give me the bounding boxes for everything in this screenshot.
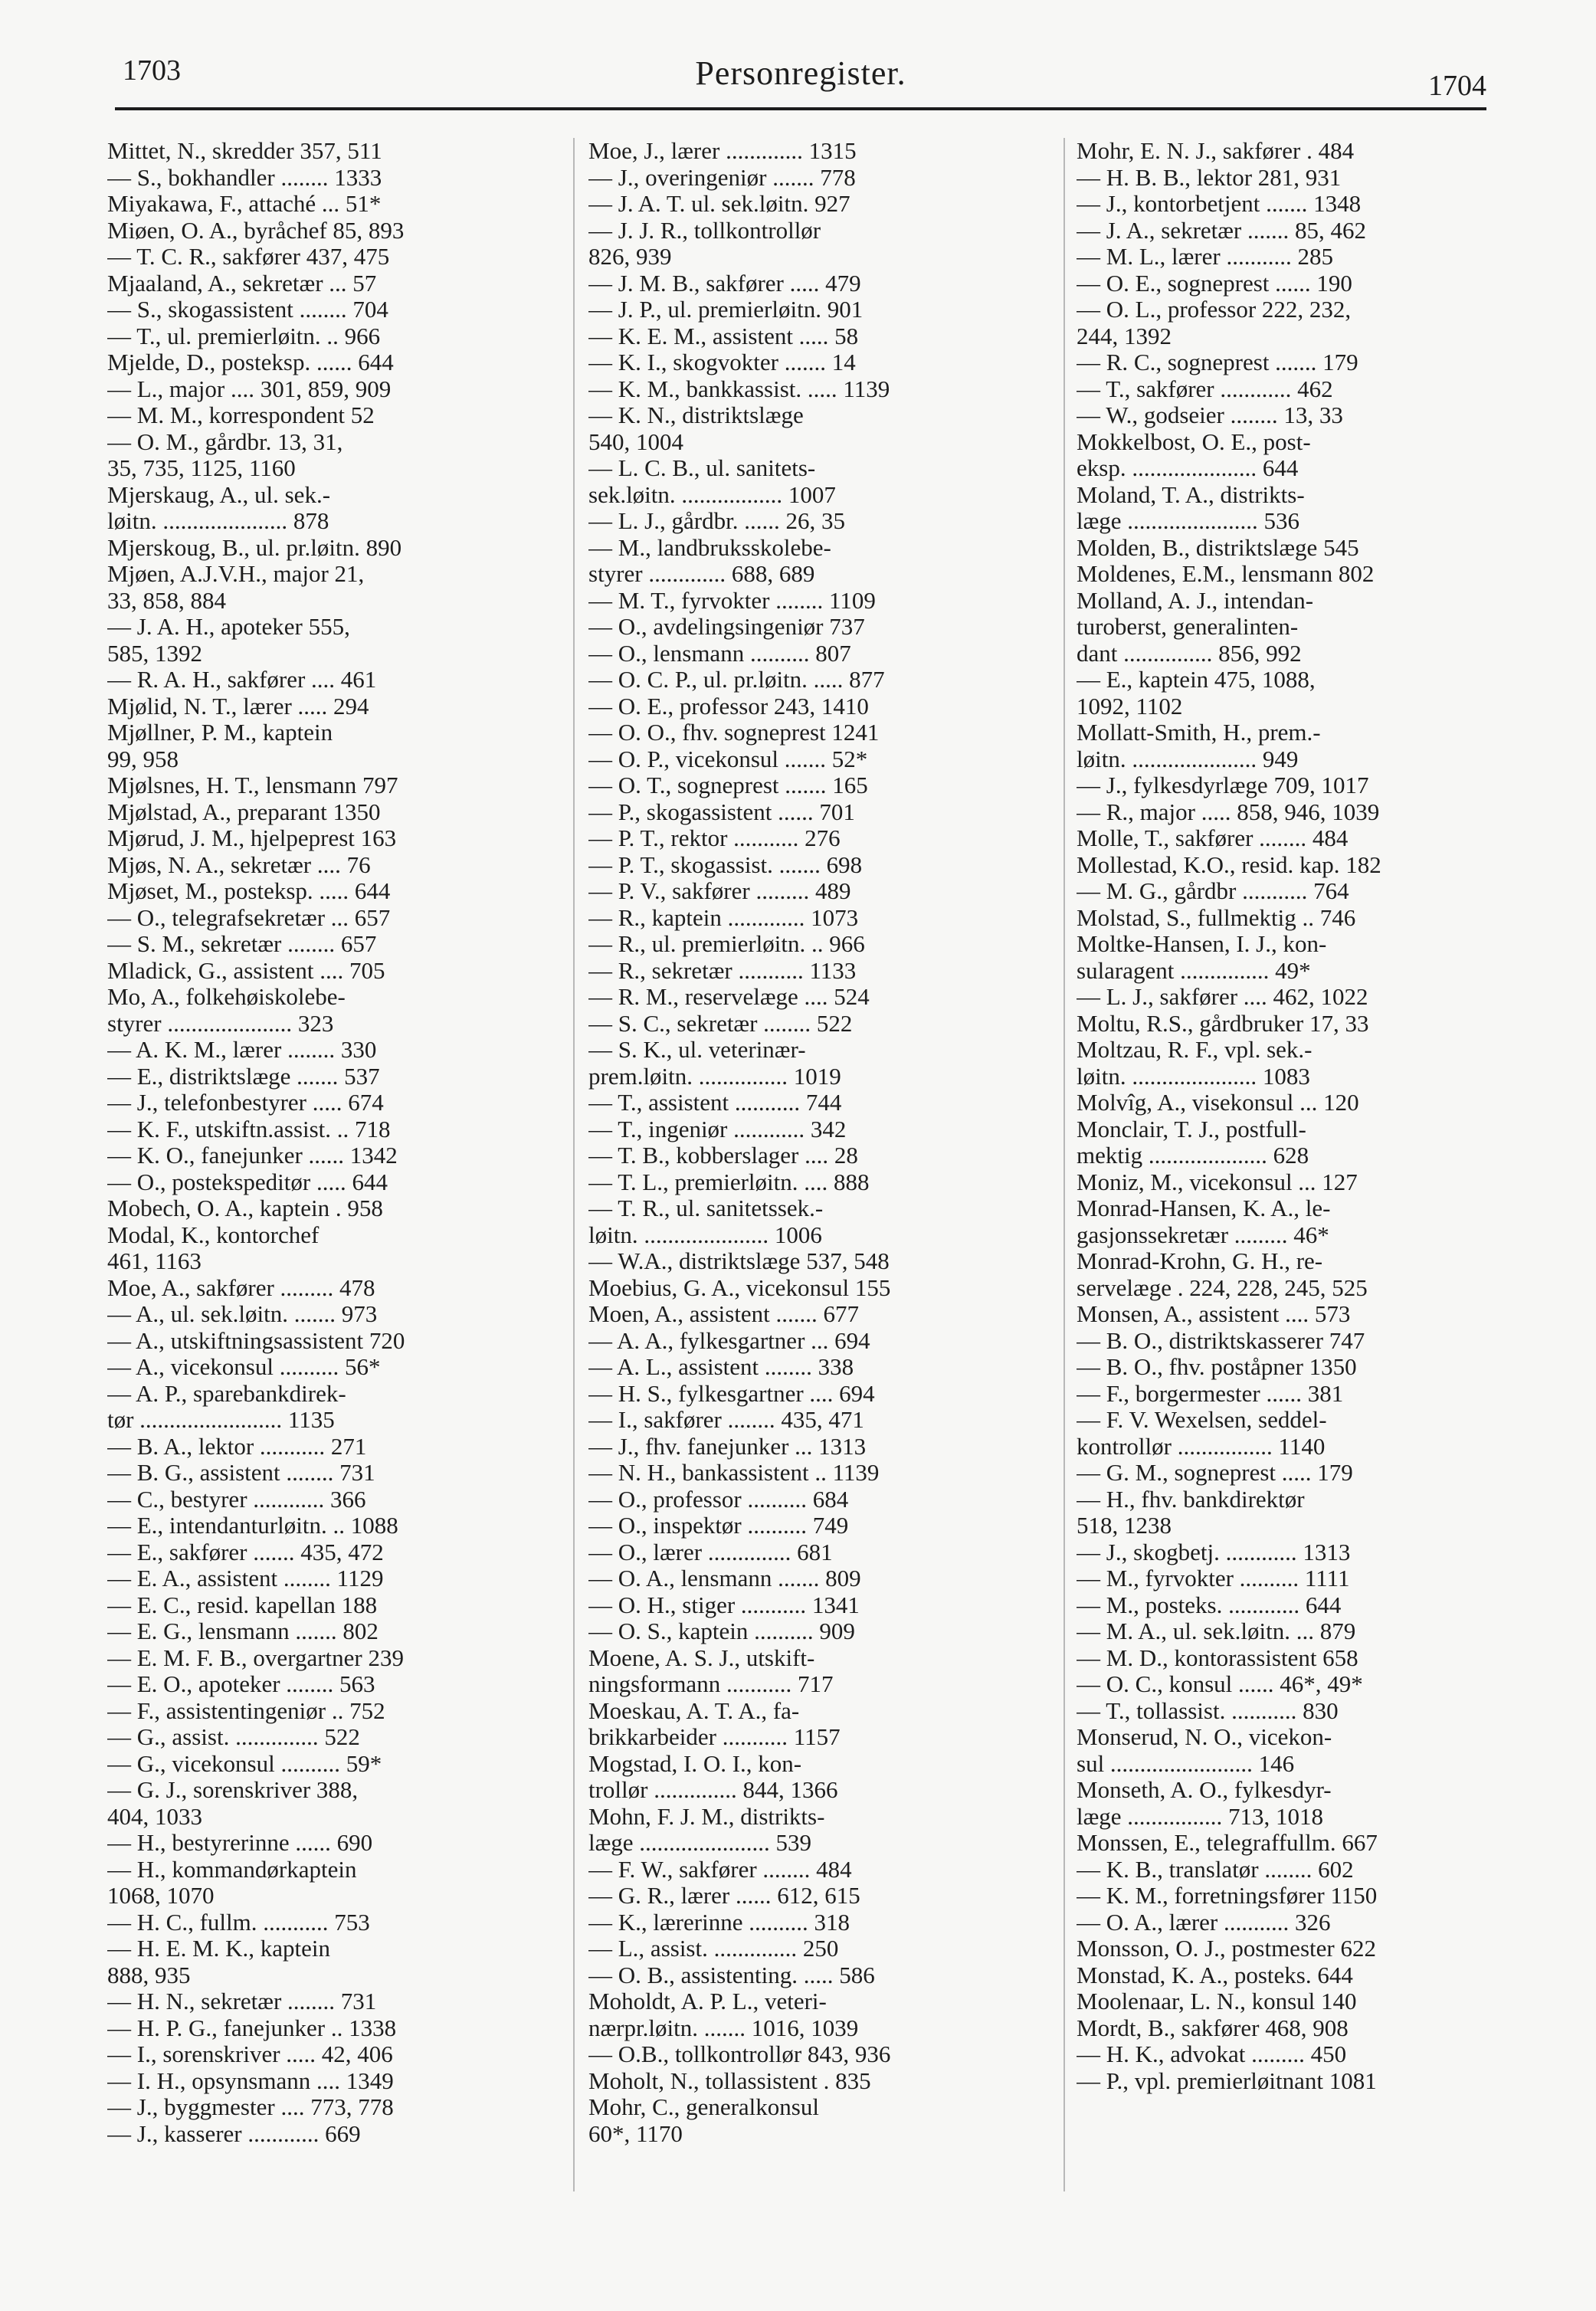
register-entry: — T., ingeniør ............ 342 [588, 1116, 847, 1142]
register-entry: Moltke-Hansen, I. J., kon- [1077, 931, 1327, 957]
register-entry: — C., bestyrer ............ 366 [107, 1486, 366, 1513]
register-entry: 1068, 1070 [107, 1883, 215, 1909]
register-entry: — R. A. H., sakfører .... 461 [107, 667, 377, 693]
register-entry: — O. M., gårdbr. 13, 31, [107, 428, 343, 455]
register-entry: — O., professor .......... 684 [588, 1486, 849, 1513]
register-entry: 461, 1163 [107, 1248, 202, 1274]
register-entry: — L. J., gårdbr. ...... 26, 35 [588, 508, 845, 534]
register-entry: Moolenaar, L. N., konsul 140 [1077, 1988, 1357, 2014]
register-entry: — T. B., kobberslager .... 28 [588, 1142, 858, 1169]
register-entry: — J., overingeniør ....... 778 [588, 164, 856, 191]
register-entry: — A., vicekonsul .......... 56* [107, 1354, 381, 1380]
register-entry: — M. L., lærer ........... 285 [1077, 244, 1333, 270]
register-entry: — J., kontorbetjent ....... 1348 [1077, 191, 1362, 217]
register-entry: — B. G., assistent ........ 731 [107, 1460, 375, 1486]
register-entry: sul ........................ 146 [1077, 1750, 1295, 1777]
register-entry: — R., kaptein ............. 1073 [588, 904, 859, 931]
register-entry: — R., ul. premierløitn. .. 966 [588, 931, 865, 957]
register-entry: Monsson, O. J., postmester 622 [1077, 1936, 1376, 1962]
register-entry: — H. N., sekretær ........ 731 [107, 1988, 377, 2014]
register-entry: — J. A. H., apoteker 555, [107, 614, 350, 640]
register-entry: Mjølid, N. T., lærer ..... 294 [107, 693, 369, 720]
register-entry: Mjaaland, A., sekretær ... 57 [107, 270, 377, 297]
register-entry: kontrollør ................ 1140 [1077, 1433, 1326, 1460]
register-entry: — F. V. Wexelsen, seddel- [1077, 1407, 1327, 1433]
register-entry: — H. E. M. K., kaptein [107, 1936, 331, 1962]
register-entry: — W., godseier ........ 13, 33 [1077, 402, 1343, 428]
register-entry: Mjølsnes, H. T., lensmann 797 [107, 772, 398, 798]
register-entry: Mogstad, I. O. I., kon- [588, 1750, 802, 1777]
register-entry: — A. A., fylkesgartner ... 694 [588, 1327, 870, 1354]
register-entry: — S., bokhandler ........ 1333 [107, 164, 382, 191]
register-entry: Mjøs, N. A., sekretær .... 76 [107, 851, 371, 878]
register-entry: — O. A., lensmann ....... 809 [588, 1565, 861, 1591]
register-entry: — O., telegrafsekretær ... 657 [107, 904, 391, 931]
register-entry: Moen, A., assistent ....... 677 [588, 1301, 860, 1327]
register-entry: sularagent ............... 49* [1077, 957, 1311, 984]
register-entry: — H., kommandørkaptein [107, 1856, 357, 1883]
register-entry: — A., ul. sek.løitn. ....... 973 [107, 1301, 378, 1327]
register-entry: 244, 1392 [1077, 323, 1172, 349]
register-entry: — F., assistentingeniør .. 752 [107, 1697, 385, 1724]
register-entry: — T., tollassist. ........... 830 [1077, 1697, 1339, 1724]
register-entry: — M. T., fyrvokter ........ 1109 [588, 587, 876, 614]
register-entry: sek.løitn. ................. 1007 [588, 481, 836, 508]
register-entry: — R., major ..... 858, 946, 1039 [1077, 798, 1380, 825]
register-entry: — S. C., sekretær ........ 522 [588, 1010, 853, 1037]
register-entry: — O. T., sogneprest ....... 165 [588, 772, 868, 798]
register-column-1 [107, 138, 552, 2222]
register-entry: Mohr, E. N. J., sakfører . 484 [1077, 138, 1355, 164]
register-entry: Moltu, R.S., gårdbruker 17, 33 [1077, 1010, 1369, 1037]
register-entry: 826, 939 [588, 244, 672, 270]
register-entry: Moniz, M., vicekonsul ... 127 [1077, 1169, 1358, 1195]
register-entry: — A. L., assistent ........ 338 [588, 1354, 854, 1380]
register-entry: Mollestad, K.O., resid. kap. 182 [1077, 851, 1381, 878]
register-entry: — I., sorenskriver ..... 42, 406 [107, 2041, 393, 2067]
register-entry: — T., assistent ........... 744 [588, 1090, 842, 1116]
register-entry: Mjøen, A.J.V.H., major 21, [107, 561, 365, 587]
register-entry: mektig .................... 628 [1077, 1142, 1309, 1169]
page-number-right: 1704 [1428, 70, 1486, 102]
register-entry: — O. B., assistenting. ..... 586 [588, 1962, 875, 1988]
register-entry: — B. O., fhv. poståpner 1350 [1077, 1354, 1357, 1380]
register-entry: — O. A., lærer ........... 326 [1077, 1909, 1331, 1936]
register-entry: — B. A., lektor ........... 271 [107, 1433, 367, 1460]
register-entry: — P. T., rektor ........... 276 [588, 825, 841, 851]
register-entry: 1092, 1102 [1077, 693, 1183, 720]
register-entry: — J. M. B., sakfører ..... 479 [588, 270, 861, 297]
register-entry: Molstad, S., fullmektig .. 746 [1077, 904, 1356, 931]
register-entry: tør ........................ 1135 [107, 1407, 335, 1433]
register-entry: — J. J. R., tollkontrollør [588, 217, 821, 244]
register-entry: — E. G., lensmann ....... 802 [107, 1618, 379, 1644]
register-entry: Monclair, T. J., postfull- [1077, 1116, 1306, 1142]
register-entry: — H. C., fullm. ........... 753 [107, 1909, 370, 1936]
register-entry: gasjonssekretær ......... 46* [1077, 1221, 1329, 1248]
register-entry: — E. O., apoteker ........ 563 [107, 1671, 375, 1697]
register-entry: — P., vpl. premierløitnant 1081 [1077, 2067, 1377, 2094]
page-header [115, 46, 1486, 115]
register-entry: — A., utskiftningsassistent 720 [107, 1327, 405, 1354]
register-entry: — R. C., sogneprest ....... 179 [1077, 349, 1358, 375]
register-entry: — O. H., stiger ........... 1341 [588, 1591, 860, 1618]
register-entry: — M. G., gårdbr ........... 764 [1077, 878, 1349, 904]
register-entry: 404, 1033 [107, 1803, 202, 1830]
register-entry: — L. J., sakfører .... 462, 1022 [1077, 984, 1368, 1010]
register-entry: Mjerskaug, A., ul. sek.- [107, 481, 331, 508]
register-entry: — K. N., distriktslæge [588, 402, 804, 428]
register-entry: — S., skogassistent ........ 704 [107, 297, 388, 323]
register-entry: — B. O., distriktskasserer 747 [1077, 1327, 1365, 1354]
register-entry: Moe, A., sakfører ......... 478 [107, 1274, 375, 1301]
register-entry: dant ............... 856, 992 [1077, 640, 1302, 667]
register-entry: Monseth, A. O., fylkesdyr- [1077, 1777, 1332, 1803]
register-entry: Mladick, G., assistent .... 705 [107, 957, 385, 984]
register-entry: — E., kaptein 475, 1088, [1077, 667, 1316, 693]
register-entry: — R., sekretær ........... 1133 [588, 957, 857, 984]
register-entry: Molden, B., distriktslæge 545 [1077, 534, 1359, 561]
register-entry: Mittet, N., skredder 357, 511 [107, 138, 382, 164]
register-entry: — E. M. F. B., overgartner 239 [107, 1644, 404, 1671]
register-entry: Molland, A. J., intendan- [1077, 587, 1314, 614]
register-entry: læge ...................... 536 [1077, 508, 1300, 534]
register-entry: — O. O., fhv. sogneprest 1241 [588, 720, 880, 746]
register-entry: 35, 735, 1125, 1160 [107, 455, 296, 481]
register-entry: — O. E., sogneprest ...... 190 [1077, 270, 1352, 297]
register-entry: Mjøllner, P. M., kaptein [107, 720, 333, 746]
register-entry: — G., vicekonsul .......... 59* [107, 1750, 382, 1777]
register-entry: — J., fylkesdyrlæge 709, 1017 [1077, 772, 1369, 798]
register-entry: — E. A., assistent ........ 1129 [107, 1565, 384, 1591]
register-entry: Monstad, K. A., posteks. 644 [1077, 1962, 1353, 1988]
register-entry: — G. R., lærer ...... 612, 615 [588, 1883, 860, 1909]
register-entry: Molvîg, A., visekonsul ... 120 [1077, 1090, 1359, 1116]
register-entry: — O.B., tollkontrollør 843, 936 [588, 2041, 891, 2067]
register-entry: — M. A., ul. sek.løitn. ... 879 [1077, 1618, 1356, 1644]
register-entry: — O. E., professor 243, 1410 [588, 693, 869, 720]
register-entry: 540, 1004 [588, 428, 683, 455]
register-entry: Mohn, F. J. M., distrikts- [588, 1803, 825, 1830]
register-entry: — H., bestyrerinne ...... 690 [107, 1830, 373, 1856]
register-entry: — O., lærer .............. 681 [588, 1539, 833, 1565]
register-entry: Mjøset, M., posteksp. ..... 644 [107, 878, 391, 904]
register-entry: 888, 935 [107, 1962, 191, 1988]
column-divider [573, 138, 575, 2191]
register-entry: 99, 958 [107, 746, 179, 772]
register-entry: — O. C., konsul ...... 46*, 49* [1077, 1671, 1363, 1697]
register-entry: Monserud, N. O., vicekon- [1077, 1724, 1332, 1750]
register-entry: — J. P., ul. premierløitn. 901 [588, 297, 864, 323]
register-entry: — R. M., reservelæge .... 524 [588, 984, 870, 1010]
register-entry: Modal, K., kontorchef [107, 1221, 320, 1248]
register-entry: servelæge . 224, 228, 245, 525 [1077, 1274, 1368, 1301]
register-entry: — F., borgermester ...... 381 [1077, 1380, 1344, 1407]
register-entry: — O. P., vicekonsul ....... 52* [588, 746, 868, 772]
register-entry: 585, 1392 [107, 640, 202, 667]
register-entry: — G. J., sorenskriver 388, [107, 1777, 359, 1803]
register-entry: Mordt, B., sakfører 468, 908 [1077, 2014, 1349, 2041]
register-entry: — O., lensmann .......... 807 [588, 640, 851, 667]
register-entry: Mjølstad, A., preparant 1350 [107, 798, 381, 825]
register-entry: turoberst, generalinten- [1077, 614, 1299, 640]
register-entry: — K. M., bankkassist. ..... 1139 [588, 375, 890, 402]
register-entry: løitn. ..................... 949 [1077, 746, 1299, 772]
register-entry: Mohr, C., generalkonsul [588, 2094, 819, 2120]
register-entry: — M., fyrvokter .......... 1111 [1077, 1565, 1350, 1591]
register-entry: — L., assist. .............. 250 [588, 1936, 839, 1962]
register-entry: Moland, T. A., distrikts- [1077, 481, 1305, 508]
register-entry: — K. I., skogvokter ....... 14 [588, 349, 856, 375]
register-entry: løitn. ..................... 878 [107, 508, 329, 534]
register-entry: — S. M., sekretær ........ 657 [107, 931, 377, 957]
register-entry: — T., sakfører ............ 462 [1077, 375, 1333, 402]
register-entry: — K. O., fanejunker ...... 1342 [107, 1142, 398, 1169]
register-entry: — M., posteks. ............ 644 [1077, 1591, 1342, 1618]
register-entry: — P., skogassistent ...... 701 [588, 798, 855, 825]
register-entry: — A. K. M., lærer ........ 330 [107, 1037, 377, 1063]
register-entry: — W.A., distriktslæge 537, 548 [588, 1248, 890, 1274]
register-entry: — T., ul. premierløitn. .. 966 [107, 323, 381, 349]
register-entry: — H. K., advokat ......... 450 [1077, 2041, 1347, 2067]
register-entry: Mobech, O. A., kaptein . 958 [107, 1195, 383, 1221]
register-entry: Mokkelbost, O. E., post- [1077, 428, 1311, 455]
register-entry: eksp. ..................... 644 [1077, 455, 1299, 481]
register-entry: trollør .............. 844, 1366 [588, 1777, 838, 1803]
register-entry: Mo, A., folkehøiskolebe- [107, 984, 346, 1010]
register-entry: — G. M., sogneprest ..... 179 [1077, 1460, 1353, 1486]
register-entry: — J., fhv. fanejunker ... 1313 [588, 1433, 867, 1460]
register-column-3 [1077, 138, 1521, 2222]
register-entry: — P. T., skogassist. ....... 698 [588, 851, 863, 878]
register-entry: — H., fhv. bankdirektør [1077, 1486, 1305, 1513]
page-title: Personregister. [695, 54, 906, 92]
register-entry: Miyakawa, F., attaché ... 51* [107, 191, 382, 217]
register-entry: 60*, 1170 [588, 2120, 683, 2147]
register-entry: Moebius, G. A., vicekonsul 155 [588, 1274, 891, 1301]
register-entry: — K. F., utskiftn.assist. .. 718 [107, 1116, 391, 1142]
register-entry: løitn. ..................... 1006 [588, 1221, 822, 1248]
register-entry: — O., postekspeditør ..... 644 [107, 1169, 388, 1195]
register-entry: — P. V., sakfører ......... 489 [588, 878, 851, 904]
register-entry: — F. W., sakfører ........ 484 [588, 1856, 852, 1883]
register-entry: Moe, J., lærer ............. 1315 [588, 138, 857, 164]
register-entry: ningsformann ........... 717 [588, 1671, 834, 1697]
register-entry: læge ................ 713, 1018 [1077, 1803, 1324, 1830]
register-entry: — E., distriktslæge ....... 537 [107, 1063, 380, 1090]
register-entry: — H. B. B., lektor 281, 931 [1077, 164, 1342, 191]
register-entry: — K., lærerinne .......... 318 [588, 1909, 850, 1936]
register-entry: Monssen, E., telegraffullm. 667 [1077, 1830, 1378, 1856]
register-entry: læge ...................... 539 [588, 1830, 812, 1856]
register-entry: styrer ............. 688, 689 [588, 561, 815, 587]
register-entry: Mjelde, D., posteksp. ...... 644 [107, 349, 394, 375]
register-entry: Monsen, A., assistent .... 573 [1077, 1301, 1351, 1327]
register-entry: — O., avdelingsingeniør 737 [588, 614, 865, 640]
register-entry: — K. B., translatør ........ 602 [1077, 1856, 1354, 1883]
register-entry: — O., inspektør .......... 749 [588, 1513, 849, 1539]
register-entry: Moltzau, R. F., vpl. sek.- [1077, 1037, 1313, 1063]
register-entry: — T. C. R., sakfører 437, 475 [107, 244, 390, 270]
register-entry: Mjerskoug, B., ul. pr.løitn. 890 [107, 534, 402, 561]
register-entry: — M., landbruksskolebe- [588, 534, 831, 561]
register-entry: Molle, T., sakfører ........ 484 [1077, 825, 1349, 851]
register-entry: — E. C., resid. kapellan 188 [107, 1591, 378, 1618]
register-entry: styrer ..................... 323 [107, 1010, 334, 1037]
register-entry: — E., sakfører ....... 435, 472 [107, 1539, 384, 1565]
register-entry: — O. L., professor 222, 232, [1077, 297, 1352, 323]
register-entry: — A. P., sparebankdirek- [107, 1380, 346, 1407]
register-entry: Mollatt-Smith, H., prem.- [1077, 720, 1321, 746]
register-entry: — M. D., kontorassistent 658 [1077, 1644, 1358, 1671]
register-entry: — T. L., premierløitn. .... 888 [588, 1169, 870, 1195]
register-entry: — I. H., opsynsmann .... 1349 [107, 2067, 394, 2094]
register-entry: — L., major .... 301, 859, 909 [107, 375, 392, 402]
column-divider [1063, 138, 1065, 2191]
register-entry: — T. R., ul. sanitetssek.- [588, 1195, 824, 1221]
register-entry: — I., sakfører ........ 435, 471 [588, 1407, 864, 1433]
register-entry: — H. S., fylkesgartner .... 694 [588, 1380, 875, 1407]
register-entry: — H. P. G., fanejunker .. 1338 [107, 2014, 397, 2041]
register-entry: — J., telefonbestyrer ..... 674 [107, 1090, 384, 1116]
register-entry: — N. H., bankassistent .. 1139 [588, 1460, 880, 1486]
register-column-2 [588, 138, 1033, 2222]
register-entry: Moeskau, A. T. A., fa- [588, 1697, 800, 1724]
register-entry: — G., assist. .............. 522 [107, 1724, 360, 1750]
register-entry: — K. E. M., assistent ..... 58 [588, 323, 859, 349]
header-rule [115, 107, 1486, 110]
register-entry: — J., kasserer ............ 669 [107, 2120, 361, 2147]
page-number-left: 1703 [123, 54, 181, 87]
register-entry: brikkarbeider ........... 1157 [588, 1724, 841, 1750]
register-entry: — J., skogbetj. ............ 1313 [1077, 1539, 1351, 1565]
register-entry: løitn. ..................... 1083 [1077, 1063, 1310, 1090]
register-entry: — E., intendanturløitn. .. 1088 [107, 1513, 398, 1539]
register-entry: Moholt, N., tollassistent . 835 [588, 2067, 871, 2094]
register-entry: — J. A. T. ul. sek.løitn. 927 [588, 191, 850, 217]
register-entry: Moholdt, A. P. L., veteri- [588, 1988, 827, 2014]
register-entry: — J. A., sekretær ....... 85, 462 [1077, 217, 1367, 244]
register-entry: Mjørud, J. M., hjelpeprest 163 [107, 825, 397, 851]
register-entry: — O. S., kaptein .......... 909 [588, 1618, 855, 1644]
register-entry: prem.løitn. ............... 1019 [588, 1063, 841, 1090]
register-entry: Miøen, O. A., byråchef 85, 893 [107, 217, 405, 244]
register-entry: Monrad-Hansen, K. A., le- [1077, 1195, 1331, 1221]
register-entry: Monrad-Krohn, G. H., re- [1077, 1248, 1323, 1274]
register-entry: — L. C. B., ul. sanitets- [588, 455, 816, 481]
register-entry: 33, 858, 884 [107, 587, 226, 614]
register-entry: — O. C. P., ul. pr.løitn. ..... 877 [588, 667, 885, 693]
register-entry: — K. M., forretningsfører 1150 [1077, 1883, 1378, 1909]
register-entry: 518, 1238 [1077, 1513, 1172, 1539]
register-entry: Moldenes, E.M., lensmann 802 [1077, 561, 1375, 587]
register-entry: Moene, A. S. J., utskift- [588, 1644, 815, 1671]
register-entry: — J., byggmester .... 773, 778 [107, 2094, 394, 2120]
register-entry: — M. M., korrespondent 52 [107, 402, 375, 428]
register-entry: nærpr.løitn. ....... 1016, 1039 [588, 2014, 859, 2041]
register-entry: — S. K., ul. veterinær- [588, 1037, 806, 1063]
